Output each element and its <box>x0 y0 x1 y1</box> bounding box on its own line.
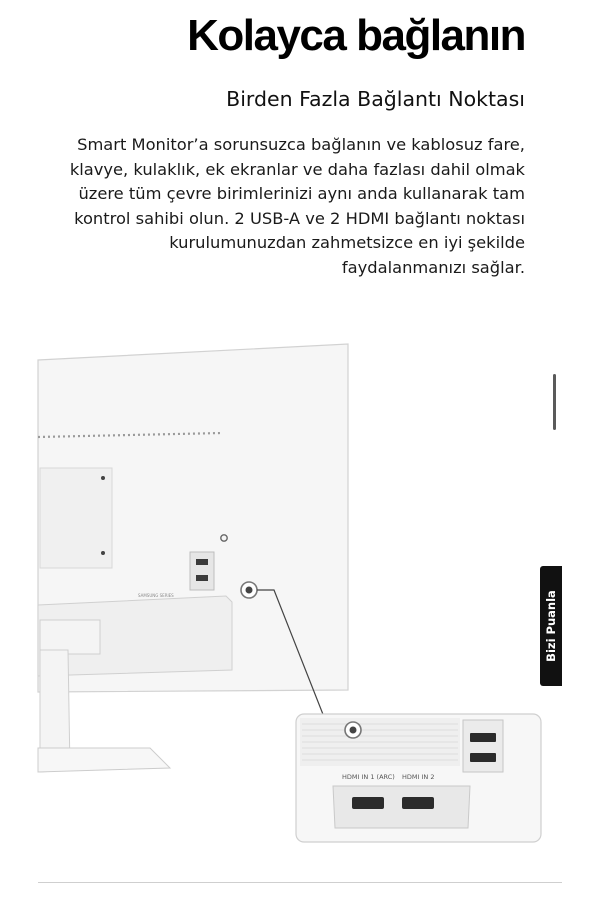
monitor-product-image <box>0 340 600 860</box>
hdmi-label-2: HDMI IN 2 <box>402 773 435 781</box>
subheadline: Birden Fazla Bağlantı Noktası <box>226 87 525 111</box>
headline: Kolayca bağlanın <box>187 11 525 60</box>
description-text: Smart Monitor’a sorunsuzca bağlanın ve kablosuz fare, klavye, kulaklık, ek ekranlar ve daha fazlası dahil olmak üzere tüm çevre birimlerinizi aynı anda kullanarak tam kontrol sahibi olun. 2 USB-A ve 2 HDMI bağlantı noktası kurulumunuzdan zahmetsizce en iyi şekilde faydalanmanızı sağlar. <box>69 135 525 277</box>
hdmi-label-1: HDMI IN 1 (ARC) <box>342 773 395 781</box>
section-divider <box>38 882 562 883</box>
rate-us-label: Bizi Puanla <box>544 590 558 662</box>
back-panel-text: SAMSUNG SERIES <box>138 593 174 598</box>
scrollbar-thumb[interactable] <box>553 374 556 430</box>
rate-us-tab[interactable] <box>540 566 562 686</box>
